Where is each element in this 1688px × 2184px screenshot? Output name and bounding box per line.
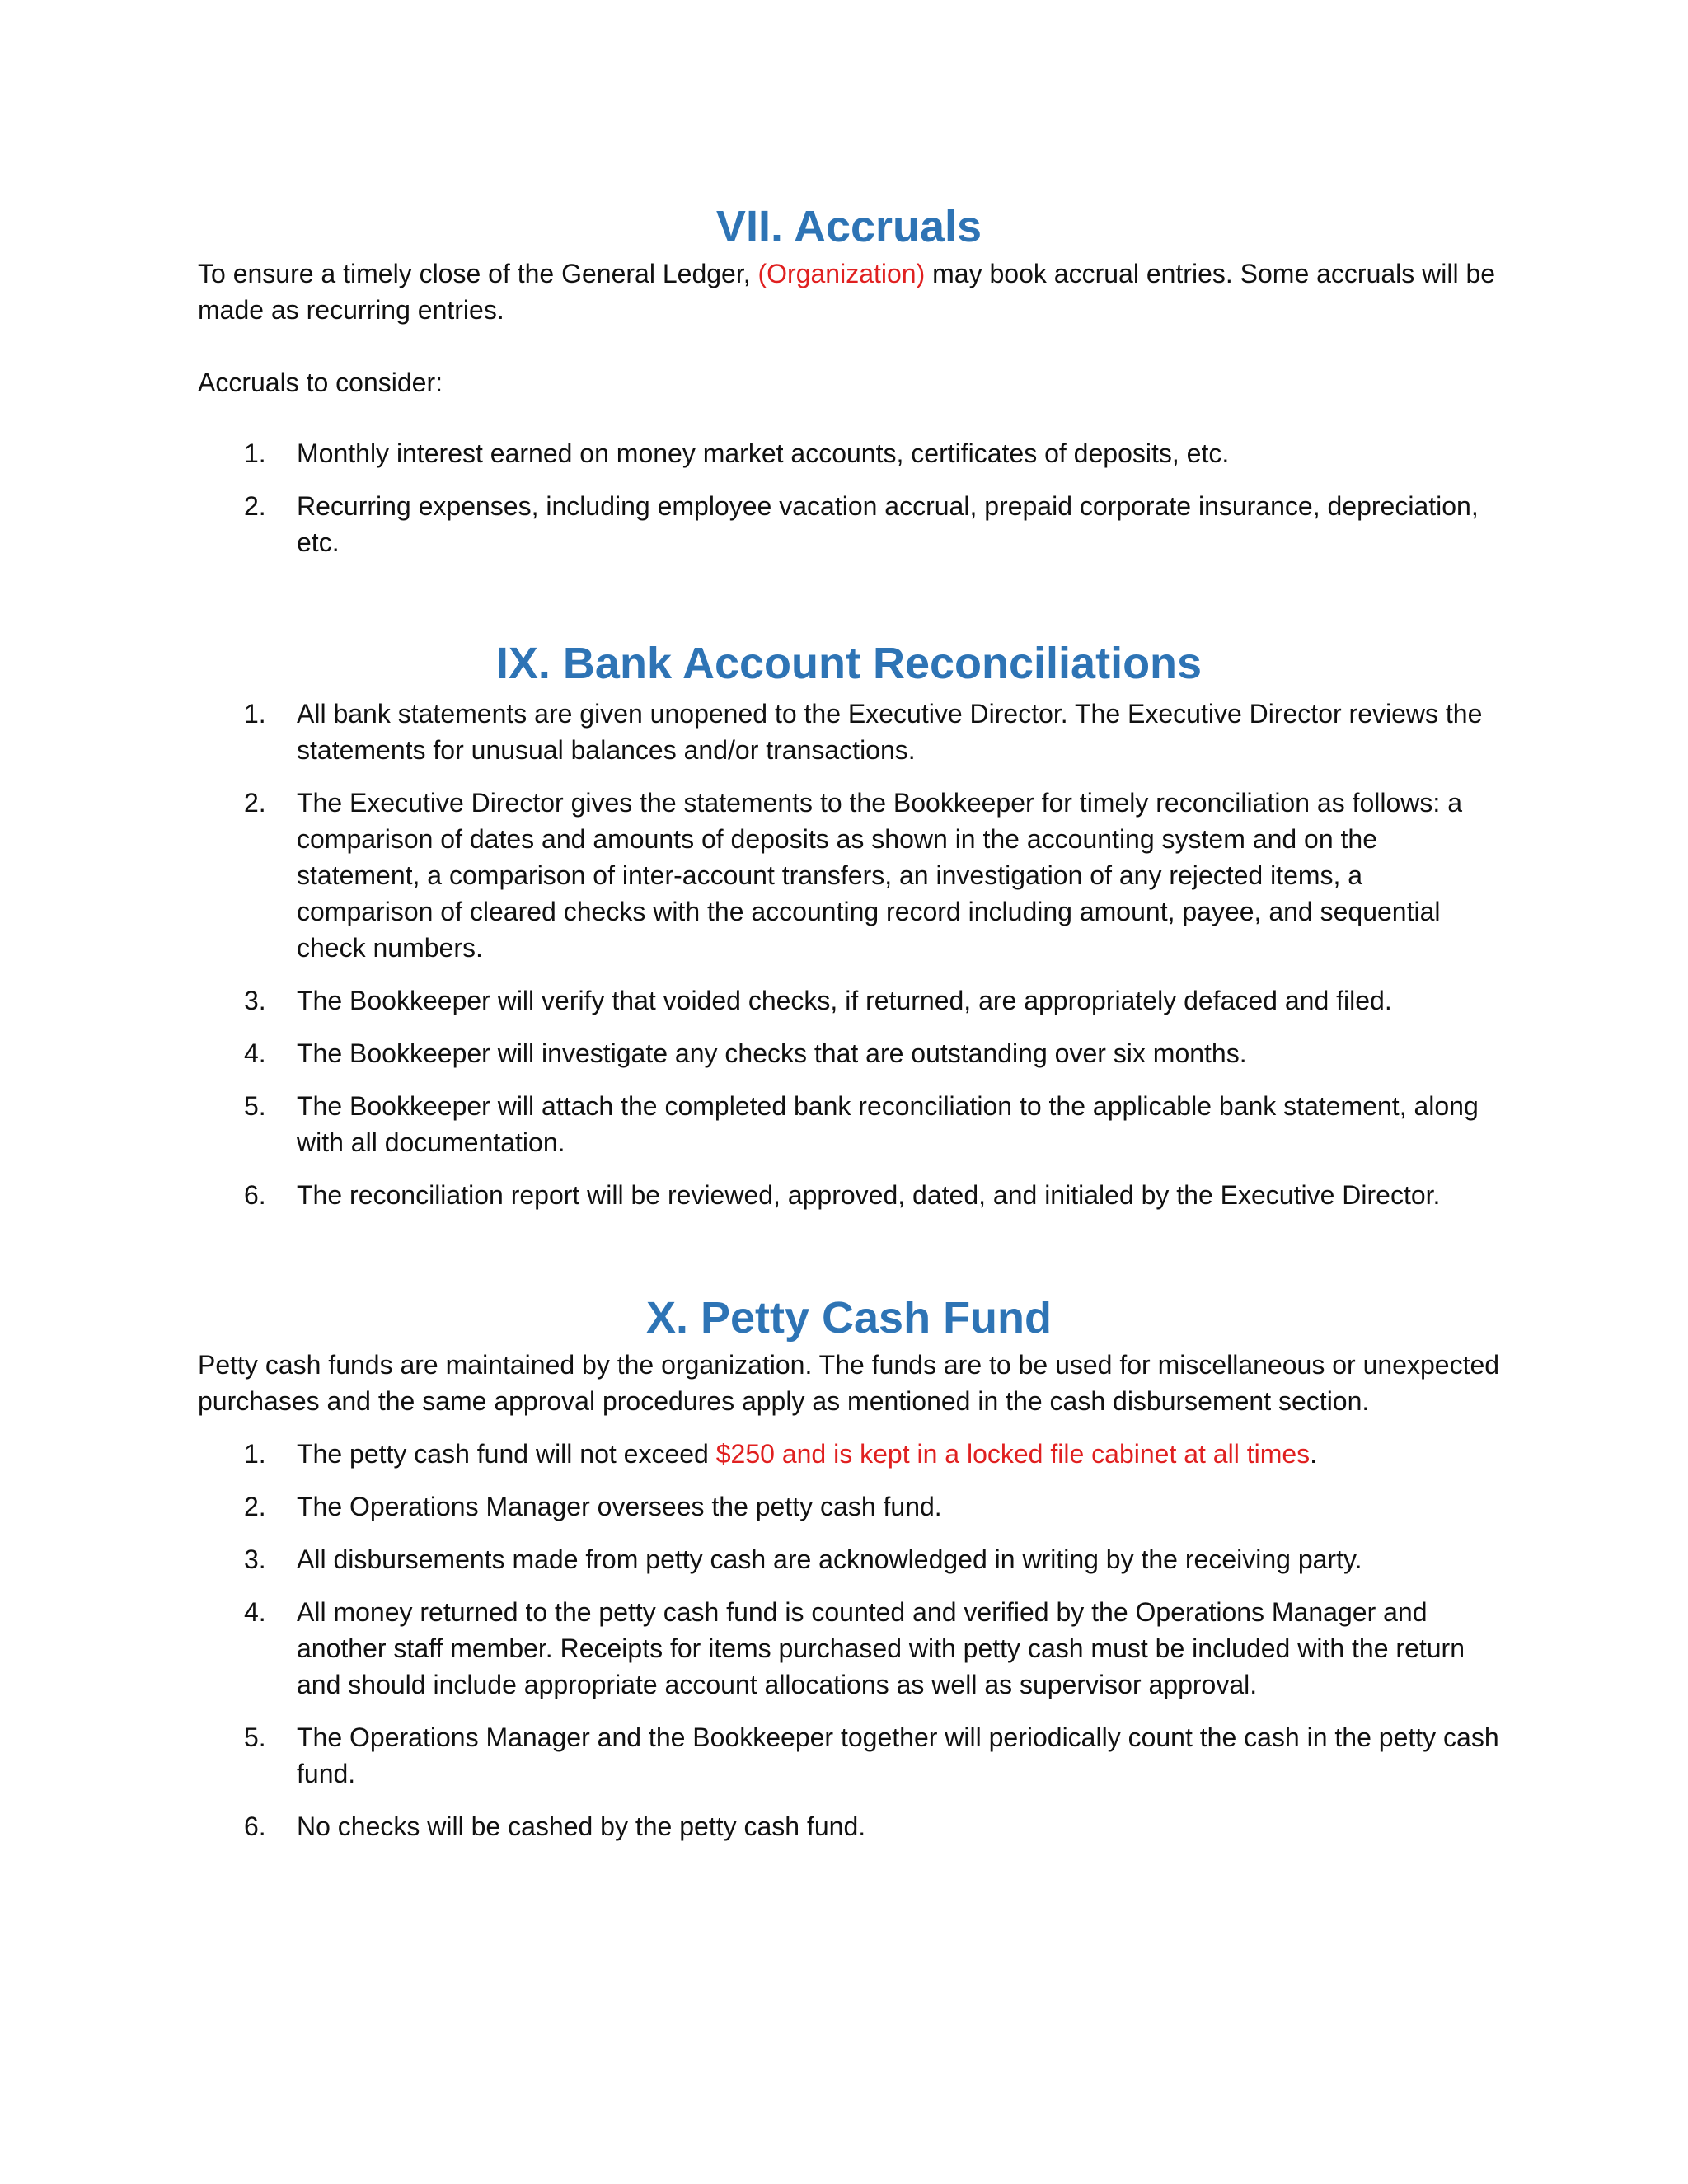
list-item [198, 785, 1500, 966]
list-item-text: All bank statements are given unopened to the Executive Director. The Executive Director reviews the statements for unusual balances and/or transactions. [297, 699, 1483, 765]
list-item-text: The Operations Manager oversees the petty cash fund. [297, 1492, 942, 1521]
list-item-text: The Executive Director gives the statements to the Bookkeeper for timely reconciliation as follows: a comparison of dates and amounts of deposits as shown in the accounting system and on the statement, a comparison of inter-account transfers, an investigation of any rejected items, a comparison of cleared checks with the accounting record including amount, payee, and sequential check numbers. [297, 788, 1462, 963]
list-item [198, 982, 1500, 1019]
list-item [198, 1088, 1500, 1160]
list-item-number: 1. [244, 438, 266, 468]
list-item [198, 488, 1500, 560]
list-item-text: No checks will be cashed by the petty cash fund. [297, 1811, 866, 1841]
list-item [198, 696, 1500, 768]
list-item [198, 1808, 1500, 1844]
list-item-text: Recurring expenses, including employee vacation accrual, prepaid corporate insurance, depreciation, etc. [297, 491, 1479, 557]
section-accruals [198, 198, 1500, 560]
list-item-text: The Bookkeeper will attach the completed bank reconciliation to the applicable bank statement, along with all documentation. [297, 1091, 1479, 1157]
list-item-number: 6. [244, 1180, 266, 1210]
list-item [198, 435, 1500, 471]
list-item-text-post: . [1310, 1439, 1318, 1469]
list-item [198, 1177, 1500, 1213]
list-item-text-pre: The petty cash fund will not exceed [297, 1439, 716, 1469]
section-heading-bank: IX. Bank Account Reconciliations [495, 639, 1203, 688]
accruals-intro-pre: To ensure a timely close of the General Ledger, [198, 259, 758, 288]
list-item-text: The Bookkeeper will verify that voided checks, if returned, are appropriately defaced and filed. [297, 986, 1392, 1015]
list-item-text: The Operations Manager and the Bookkeeper together will periodically count the cash in the petty cash fund. [297, 1722, 1499, 1788]
organization-placeholder: (Organization) [757, 259, 926, 288]
list-item [198, 1488, 1500, 1525]
list-item-text: The Bookkeeper will investigate any checks that are outstanding over six months. [297, 1038, 1247, 1068]
section-heading-accruals: VII. Accruals [715, 202, 982, 251]
section-heading-petty: X. Petty Cash Fund [645, 1293, 1053, 1343]
section-petty-cash [198, 1289, 1500, 1844]
petty-limit-highlight: $250 and is kept in a locked file cabinet at all times [715, 1439, 1311, 1469]
accruals-intro [198, 255, 1500, 328]
accruals-list [198, 435, 1500, 560]
list-item [198, 1719, 1500, 1792]
list-item-number: 2. [244, 788, 266, 818]
list-item-text: Monthly interest earned on money market accounts, certificates of deposits, etc. [297, 438, 1230, 468]
petty-list [198, 1436, 1500, 1844]
list-item-number: 1. [244, 1439, 266, 1469]
list-item [198, 1594, 1500, 1703]
bank-list [198, 696, 1500, 1213]
list-item-number: 3. [244, 986, 266, 1015]
list-item-text: The reconciliation report will be reviewed, approved, dated, and initialed by the Executive Director. [297, 1180, 1441, 1210]
section-bank-reconciliations [198, 635, 1500, 1213]
list-item-number: 4. [244, 1038, 266, 1068]
list-item-number: 4. [244, 1597, 266, 1627]
list-item-text: All money returned to the petty cash fund is counted and verified by the Operations Manager and another staff member. Receipts for items purchased with petty cash must be included with the return and should include appropriate account allocations as well as supervisor approval. [297, 1597, 1465, 1699]
accruals-intro-post: may book accrual entries. Some accruals will be made as recurring entries. [198, 259, 1496, 325]
list-item-number: 3. [244, 1544, 266, 1574]
petty-intro: Petty cash funds are maintained by the organization. The funds are to be used for miscellaneous or unexpected purchases and the same approval procedures apply as mentioned in the cash disbursement section. [198, 1350, 1500, 1416]
list-item-number: 2. [244, 1492, 266, 1521]
accruals-consider-label: Accruals to consider: [198, 368, 443, 397]
document-page [198, 198, 1500, 1861]
list-item-number: 6. [244, 1811, 266, 1841]
list-item [198, 1035, 1500, 1071]
list-item-text: All disbursements made from petty cash are acknowledged in writing by the receiving party. [297, 1544, 1362, 1574]
list-item [198, 1436, 1500, 1472]
list-item [198, 1541, 1500, 1577]
list-item-number: 5. [244, 1091, 266, 1121]
list-item-number: 1. [244, 699, 266, 729]
list-item-number: 2. [244, 491, 266, 521]
list-item-number: 5. [244, 1722, 266, 1752]
